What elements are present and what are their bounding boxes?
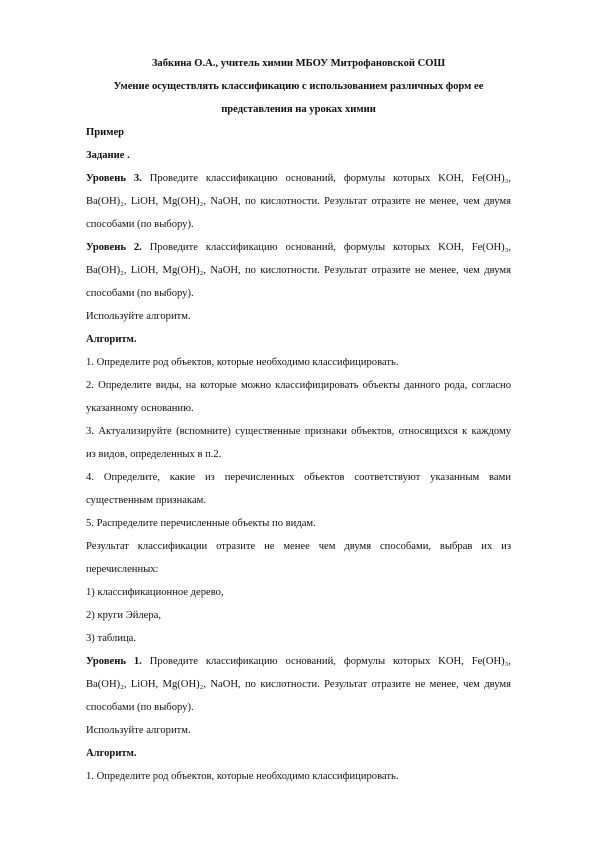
title-line-1: Умение осуществлять классификацию с использованием различных форм ее (113, 81, 484, 92)
level1-text-1: Проведите классификацию оснований, формулы которых KOH, Fe(OH)₃, (149, 656, 511, 667)
algorithm-heading-2: Алгоритм. (86, 748, 137, 759)
step-2-line-2: указанному основанию. (86, 403, 194, 414)
level3-line-2: Ba(OH)₂, LiOH, Mg(OH)₂, NaOH, по кислотности. Результат отразите не менее, чем двумя (86, 196, 511, 207)
level3-line-3: способами (по выбору). (86, 219, 194, 230)
step-2-line-1: 2. Определите виды, на которые можно классифицировать объекты данного рода, согласно (86, 380, 511, 391)
step-3-line-2: из видов, определенных в п.2. (86, 449, 222, 460)
level2-use-algorithm: Используйте алгоритм. (86, 311, 191, 322)
result-option-1: 1) классификационное дерево, (86, 587, 224, 598)
step-1-repeat: 1. Определите род объектов, которые необходимо классифицировать. (86, 771, 399, 782)
result-line-1: Результат классификации отразите не менее чем двумя способами, выбрав их из (86, 541, 511, 552)
step-4-line-2: существенным признакам. (86, 495, 206, 506)
result-option-2: 2) круги Эйлера, (86, 610, 162, 621)
task-heading: Задание . (86, 150, 130, 161)
level2-line-3: способами (по выбору). (86, 288, 194, 299)
title-line-2: представления на уроках химии (221, 104, 376, 115)
example-heading: Пример (86, 127, 125, 138)
level2-text-1: Проведите классификацию оснований, формулы которых KOH, Fe(OH)₃, (149, 242, 511, 253)
result-line-2: перечисленных: (86, 564, 159, 575)
result-option-3: 3) таблица. (86, 633, 137, 644)
step-3-line-1: 3. Актуализируйте (вспомните) существенные признаки объектов, относящихся к каждому (86, 426, 511, 437)
author-line: Забкина О.А., учитель химии МБОУ Митрофановской СОШ (151, 58, 446, 69)
level1-use-algorithm: Используйте алгоритм. (86, 725, 191, 736)
level1-label: Уровень 1. (86, 656, 142, 667)
level3-text-1: Проведите классификацию оснований, формулы которых KOH, Fe(OH)₃, (149, 173, 511, 184)
level2-line-1 (86, 236, 511, 259)
level1-line-3: способами (по выбору). (86, 702, 194, 713)
level2-line-2: Ba(OH)₂, LiOH, Mg(OH)₂, NaOH, по кислотности. Результат отразите не менее, чем двумя (86, 265, 511, 276)
step-4-line-1: 4. Определите, какие из перечисленных объектов соответствуют указанным вами (86, 472, 511, 483)
level1-line-1 (86, 650, 511, 673)
step-5: 5. Распределите перечисленные объекты по видам. (86, 518, 316, 529)
level3-line-1 (86, 167, 511, 190)
level3-label: Уровень 3. (86, 173, 142, 184)
step-1: 1. Определите род объектов, которые необходимо классифицировать. (86, 357, 399, 368)
level1-line-2: Ba(OH)₂, LiOH, Mg(OH)₂, NaOH, по кислотности. Результат отразите не менее, чем двумя (86, 679, 511, 690)
algorithm-heading: Алгоритм. (86, 334, 137, 345)
level2-label: Уровень 2. (86, 242, 142, 253)
